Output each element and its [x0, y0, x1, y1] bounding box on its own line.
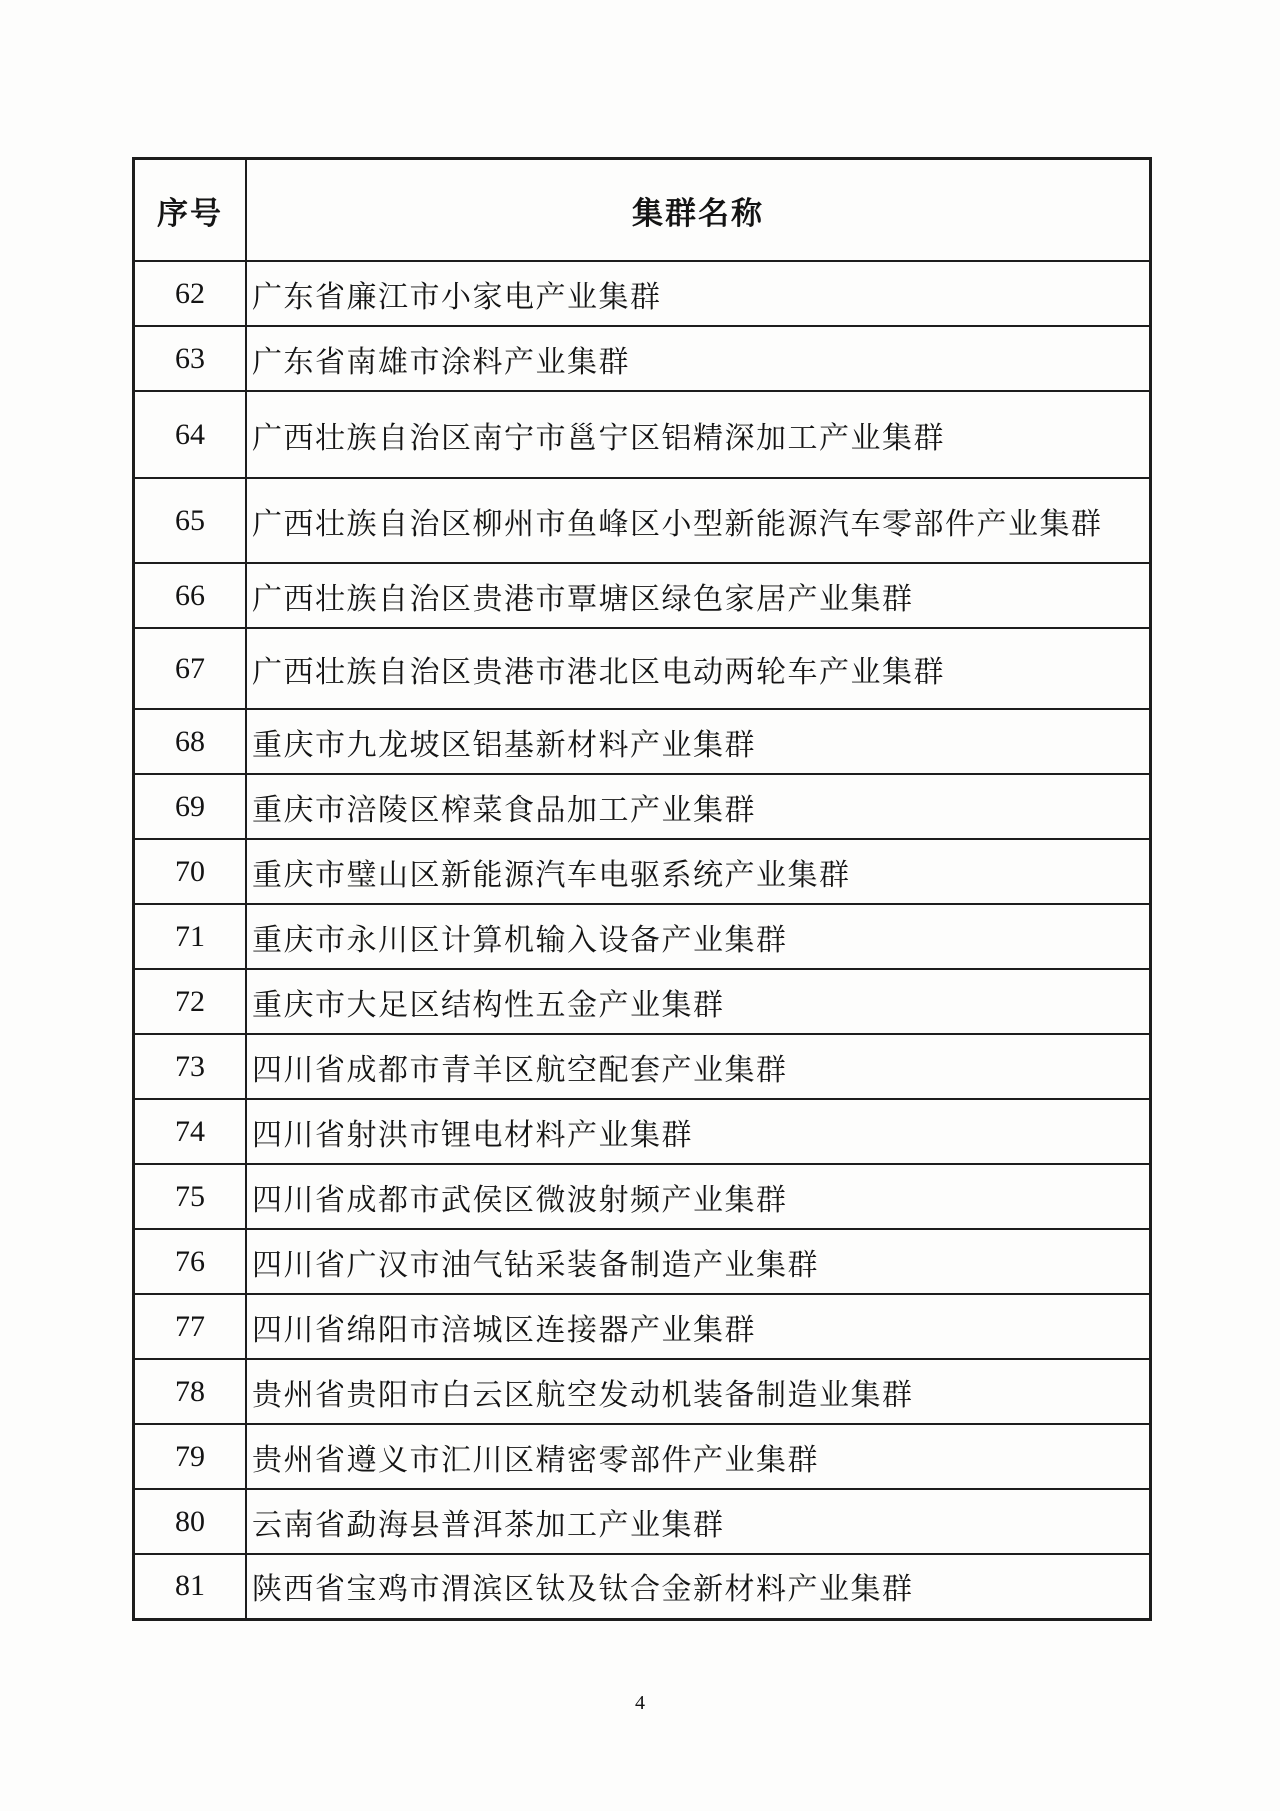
table-row — [134, 326, 1151, 391]
cluster-name: 广东省南雄市涂料产业集群 — [246, 326, 1151, 391]
cluster-name: 陕西省宝鸡市渭滨区钛及钛合金新材料产业集群 — [246, 1554, 1151, 1619]
cluster-name: 四川省绵阳市涪城区连接器产业集群 — [246, 1294, 1151, 1359]
row-serial-number: 63 — [134, 326, 247, 391]
cluster-name: 四川省成都市武侯区微波射频产业集群 — [246, 1164, 1151, 1229]
row-serial-number: 65 — [134, 478, 247, 563]
cluster-table — [132, 157, 1152, 1621]
table-row — [134, 1554, 1151, 1619]
row-serial-number: 69 — [134, 774, 247, 839]
cluster-name: 贵州省贵阳市白云区航空发动机装备制造业集群 — [246, 1359, 1151, 1424]
cluster-name: 重庆市璧山区新能源汽车电驱系统产业集群 — [246, 839, 1151, 904]
table-body — [134, 261, 1151, 1619]
row-serial-number: 81 — [134, 1554, 247, 1619]
table-row — [134, 628, 1151, 709]
row-serial-number: 66 — [134, 563, 247, 628]
row-serial-number: 72 — [134, 969, 247, 1034]
row-serial-number: 68 — [134, 709, 247, 774]
cluster-name: 广西壮族自治区贵港市港北区电动两轮车产业集群 — [246, 628, 1151, 709]
cluster-name: 重庆市永川区计算机输入设备产业集群 — [246, 904, 1151, 969]
cluster-name: 广东省廉江市小家电产业集群 — [246, 261, 1151, 326]
page-number: 4 — [635, 1692, 645, 1714]
row-serial-number: 78 — [134, 1359, 247, 1424]
table-row — [134, 478, 1151, 563]
table-row — [134, 1424, 1151, 1489]
table-row — [134, 709, 1151, 774]
table-row — [134, 563, 1151, 628]
row-serial-number: 76 — [134, 1229, 247, 1294]
table-header — [134, 159, 1151, 262]
row-serial-number: 71 — [134, 904, 247, 969]
table-row — [134, 1164, 1151, 1229]
table-row — [134, 261, 1151, 326]
row-serial-number: 62 — [134, 261, 247, 326]
cluster-name: 广西壮族自治区南宁市邕宁区铝精深加工产业集群 — [246, 391, 1151, 478]
row-serial-number: 75 — [134, 1164, 247, 1229]
row-serial-number: 77 — [134, 1294, 247, 1359]
row-serial-number: 79 — [134, 1424, 247, 1489]
table-row — [134, 391, 1151, 478]
header-cell-index: 序号 — [134, 159, 247, 262]
row-serial-number: 80 — [134, 1489, 247, 1554]
row-serial-number: 70 — [134, 839, 247, 904]
cluster-name: 重庆市九龙坡区铝基新材料产业集群 — [246, 709, 1151, 774]
cluster-name: 广西壮族自治区贵港市覃塘区绿色家居产业集群 — [246, 563, 1151, 628]
table-row — [134, 904, 1151, 969]
cluster-name: 贵州省遵义市汇川区精密零部件产业集群 — [246, 1424, 1151, 1489]
table-row — [134, 1099, 1151, 1164]
table-row — [134, 774, 1151, 839]
table-row — [134, 1489, 1151, 1554]
table-row — [134, 1359, 1151, 1424]
cluster-name: 云南省勐海县普洱茶加工产业集群 — [246, 1489, 1151, 1554]
cluster-name: 四川省成都市青羊区航空配套产业集群 — [246, 1034, 1151, 1099]
table-row — [134, 969, 1151, 1034]
cluster-name: 重庆市涪陵区榨菜食品加工产业集群 — [246, 774, 1151, 839]
table-row — [134, 1294, 1151, 1359]
cluster-name: 四川省射洪市锂电材料产业集群 — [246, 1099, 1151, 1164]
table-row — [134, 839, 1151, 904]
cluster-name: 四川省广汉市油气钻采装备制造产业集群 — [246, 1229, 1151, 1294]
row-serial-number: 74 — [134, 1099, 247, 1164]
cluster-name: 重庆市大足区结构性五金产业集群 — [246, 969, 1151, 1034]
row-serial-number: 67 — [134, 628, 247, 709]
header-cell-cluster-name: 集群名称 — [246, 159, 1151, 262]
cluster-name: 广西壮族自治区柳州市鱼峰区小型新能源汽车零部件产业集群 — [246, 478, 1151, 563]
table-row — [134, 1229, 1151, 1294]
table-row — [134, 1034, 1151, 1099]
row-serial-number: 73 — [134, 1034, 247, 1099]
row-serial-number: 64 — [134, 391, 247, 478]
table-header-row — [134, 159, 1151, 262]
